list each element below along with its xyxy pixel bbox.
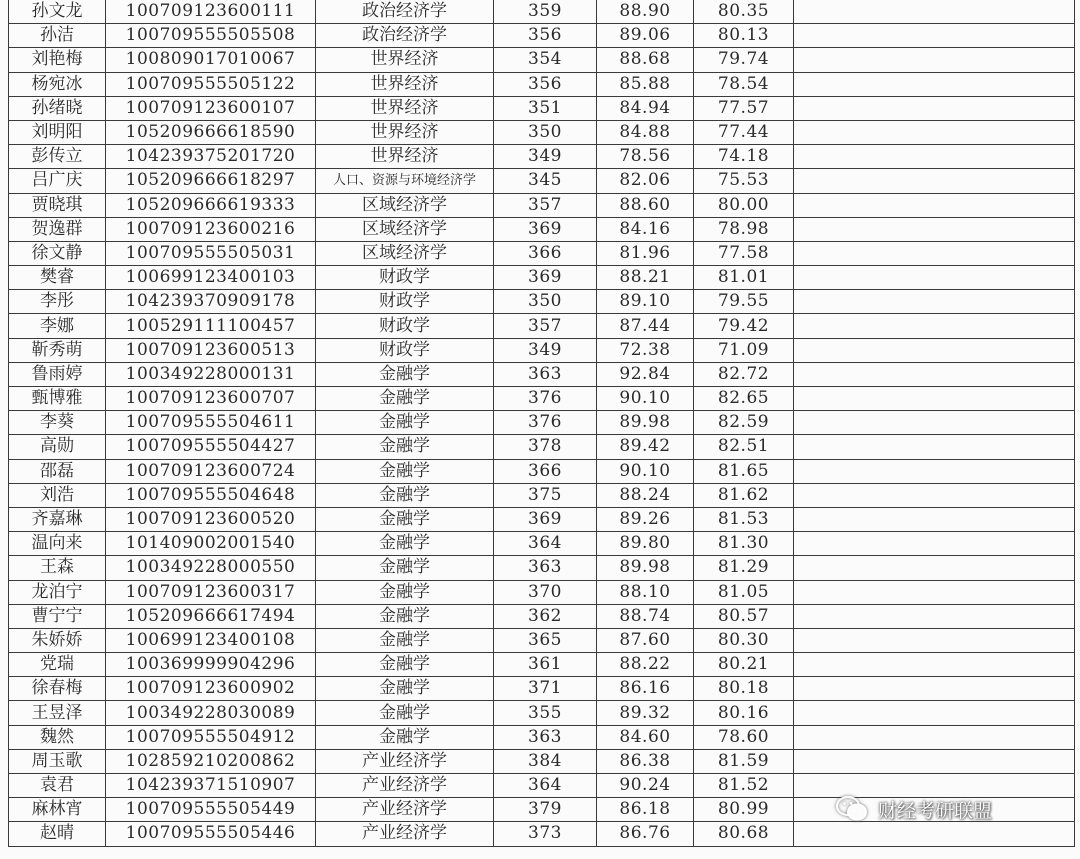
exam-id-cell: 105209666617494 (106, 604, 316, 628)
admission-score-table (8, 0, 1075, 847)
exam-id-cell: 100709123600902 (106, 677, 316, 701)
major-cell: 金融学 (316, 362, 494, 386)
table-body (9, 0, 1075, 846)
major-cell: 财政学 (316, 290, 494, 314)
major-cell: 产业经济学 (316, 774, 494, 798)
major-cell: 金融学 (316, 507, 494, 531)
table-row (9, 314, 1075, 338)
table-row (9, 387, 1075, 411)
interview-score-cell: 84.16 (597, 217, 694, 241)
name-cell: 党瑞 (9, 653, 106, 677)
name-cell: 刘艳梅 (9, 48, 106, 72)
name-cell: 彭传立 (9, 145, 106, 169)
table-row (9, 217, 1075, 241)
total-score-cell: 79.74 (694, 48, 794, 72)
interview-score-cell: 88.10 (597, 580, 694, 604)
remark-cell (794, 604, 1075, 628)
written-score-cell: 357 (494, 314, 597, 338)
total-score-cell: 71.09 (694, 338, 794, 362)
total-score-cell: 81.29 (694, 556, 794, 580)
exam-id-cell: 100709555505508 (106, 24, 316, 48)
name-cell: 温向来 (9, 532, 106, 556)
written-score-cell: 364 (494, 774, 597, 798)
interview-score-cell: 88.90 (597, 0, 694, 24)
interview-score-cell: 89.32 (597, 701, 694, 725)
major-cell: 政治经济学 (316, 24, 494, 48)
written-score-cell: 379 (494, 798, 597, 822)
remark-cell (794, 96, 1075, 120)
interview-score-cell: 84.94 (597, 96, 694, 120)
name-cell: 王昱泽 (9, 701, 106, 725)
major-cell: 金融学 (316, 653, 494, 677)
exam-id-cell: 100529111100457 (106, 314, 316, 338)
interview-score-cell: 89.42 (597, 435, 694, 459)
major-cell: 人口、资源与环境经济学 (316, 169, 494, 193)
interview-score-cell: 88.21 (597, 266, 694, 290)
major-cell: 财政学 (316, 338, 494, 362)
exam-id-cell: 100349228000131 (106, 362, 316, 386)
interview-score-cell: 86.16 (597, 677, 694, 701)
total-score-cell: 82.72 (694, 362, 794, 386)
major-cell: 产业经济学 (316, 798, 494, 822)
total-score-cell: 81.30 (694, 532, 794, 556)
name-cell: 龙泊宁 (9, 580, 106, 604)
interview-score-cell: 84.60 (597, 725, 694, 749)
total-score-cell: 81.59 (694, 749, 794, 773)
interview-score-cell: 88.22 (597, 653, 694, 677)
total-score-cell: 75.53 (694, 169, 794, 193)
name-cell: 贺逸群 (9, 217, 106, 241)
name-cell: 袁君 (9, 774, 106, 798)
remark-cell (794, 725, 1075, 749)
written-score-cell: 378 (494, 435, 597, 459)
name-cell: 吕广庆 (9, 169, 106, 193)
major-cell: 金融学 (316, 387, 494, 411)
written-score-cell: 366 (494, 459, 597, 483)
name-cell: 邵磊 (9, 459, 106, 483)
name-cell: 赵晴 (9, 822, 106, 846)
table-row (9, 145, 1075, 169)
major-cell: 区域经济学 (316, 241, 494, 265)
written-score-cell: 363 (494, 725, 597, 749)
written-score-cell: 371 (494, 677, 597, 701)
exam-id-cell: 100709555505031 (106, 241, 316, 265)
major-cell: 金融学 (316, 435, 494, 459)
total-score-cell: 77.44 (694, 120, 794, 144)
remark-cell (794, 677, 1075, 701)
interview-score-cell: 90.10 (597, 387, 694, 411)
wechat-icon (836, 795, 868, 823)
name-cell: 孙文龙 (9, 0, 106, 24)
table-row (9, 604, 1075, 628)
exam-id-cell: 104239371510907 (106, 774, 316, 798)
remark-cell (794, 24, 1075, 48)
written-score-cell: 355 (494, 701, 597, 725)
interview-score-cell: 82.06 (597, 169, 694, 193)
remark-cell (794, 72, 1075, 96)
interview-score-cell: 88.74 (597, 604, 694, 628)
major-cell: 世界经济 (316, 48, 494, 72)
written-score-cell: 363 (494, 362, 597, 386)
name-cell: 朱娇娇 (9, 628, 106, 652)
total-score-cell: 78.60 (694, 725, 794, 749)
total-score-cell: 80.13 (694, 24, 794, 48)
exam-id-cell: 100709555505449 (106, 798, 316, 822)
exam-id-cell: 101409002001540 (106, 532, 316, 556)
name-cell: 王森 (9, 556, 106, 580)
major-cell: 财政学 (316, 266, 494, 290)
written-score-cell: 357 (494, 193, 597, 217)
interview-score-cell: 90.10 (597, 459, 694, 483)
written-score-cell: 366 (494, 241, 597, 265)
written-score-cell: 365 (494, 628, 597, 652)
major-cell: 政治经济学 (316, 0, 494, 24)
interview-score-cell: 89.26 (597, 507, 694, 531)
table-row (9, 459, 1075, 483)
remark-cell (794, 290, 1075, 314)
written-score-cell: 369 (494, 266, 597, 290)
table-row (9, 290, 1075, 314)
name-cell: 魏然 (9, 725, 106, 749)
remark-cell (794, 338, 1075, 362)
name-cell: 齐嘉琳 (9, 507, 106, 531)
table-row (9, 653, 1075, 677)
written-score-cell: 376 (494, 387, 597, 411)
remark-cell (794, 628, 1075, 652)
remark-cell (794, 362, 1075, 386)
total-score-cell: 79.42 (694, 314, 794, 338)
total-score-cell: 80.16 (694, 701, 794, 725)
name-cell: 鲁雨婷 (9, 362, 106, 386)
major-cell: 区域经济学 (316, 217, 494, 241)
major-cell: 金融学 (316, 628, 494, 652)
total-score-cell: 81.53 (694, 507, 794, 531)
interview-score-cell: 89.06 (597, 24, 694, 48)
name-cell: 樊睿 (9, 266, 106, 290)
remark-cell (794, 0, 1075, 24)
table-row (9, 72, 1075, 96)
table-row (9, 193, 1075, 217)
exam-id-cell: 100709555504648 (106, 483, 316, 507)
remark-cell (794, 241, 1075, 265)
exam-id-cell: 100699123400103 (106, 266, 316, 290)
written-score-cell: 354 (494, 48, 597, 72)
written-score-cell: 375 (494, 483, 597, 507)
remark-cell (794, 314, 1075, 338)
table-row (9, 628, 1075, 652)
name-cell: 李娜 (9, 314, 106, 338)
table-row (9, 411, 1075, 435)
interview-score-cell: 84.88 (597, 120, 694, 144)
name-cell: 杨宛冰 (9, 72, 106, 96)
remark-cell (794, 169, 1075, 193)
total-score-cell: 80.18 (694, 677, 794, 701)
remark-cell (794, 217, 1075, 241)
written-score-cell: 370 (494, 580, 597, 604)
remark-cell (794, 483, 1075, 507)
table-row (9, 241, 1075, 265)
exam-id-cell: 100709555505446 (106, 822, 316, 846)
exam-id-cell: 100699123400108 (106, 628, 316, 652)
remark-cell (794, 749, 1075, 773)
exam-id-cell: 102859210200862 (106, 749, 316, 773)
major-cell: 金融学 (316, 701, 494, 725)
table-row (9, 556, 1075, 580)
total-score-cell: 82.51 (694, 435, 794, 459)
major-cell: 金融学 (316, 725, 494, 749)
table-row (9, 338, 1075, 362)
table-row (9, 48, 1075, 72)
written-score-cell: 369 (494, 217, 597, 241)
exam-id-cell: 100709123600520 (106, 507, 316, 531)
table-row (9, 677, 1075, 701)
interview-score-cell: 72.38 (597, 338, 694, 362)
table-row (9, 96, 1075, 120)
table-row (9, 0, 1075, 24)
total-score-cell: 79.55 (694, 290, 794, 314)
table-row (9, 24, 1075, 48)
interview-score-cell: 87.44 (597, 314, 694, 338)
exam-id-cell: 100709123600317 (106, 580, 316, 604)
remark-cell (794, 653, 1075, 677)
exam-id-cell: 100809017010067 (106, 48, 316, 72)
major-cell: 金融学 (316, 604, 494, 628)
table-row (9, 120, 1075, 144)
written-score-cell: 362 (494, 604, 597, 628)
exam-id-cell: 100709123600111 (106, 0, 316, 24)
total-score-cell: 80.68 (694, 822, 794, 846)
written-score-cell: 350 (494, 120, 597, 144)
total-score-cell: 80.21 (694, 653, 794, 677)
written-score-cell: 349 (494, 338, 597, 362)
name-cell: 甄博雅 (9, 387, 106, 411)
remark-cell (794, 556, 1075, 580)
major-cell: 金融学 (316, 483, 494, 507)
table-row (9, 483, 1075, 507)
name-cell: 李彤 (9, 290, 106, 314)
table-row (9, 749, 1075, 773)
remark-cell (794, 145, 1075, 169)
table-row (9, 532, 1075, 556)
total-score-cell: 81.52 (694, 774, 794, 798)
total-score-cell: 81.05 (694, 580, 794, 604)
remark-cell (794, 387, 1075, 411)
major-cell: 金融学 (316, 556, 494, 580)
total-score-cell: 74.18 (694, 145, 794, 169)
major-cell: 世界经济 (316, 96, 494, 120)
name-cell: 高勋 (9, 435, 106, 459)
total-score-cell: 77.58 (694, 241, 794, 265)
remark-cell (794, 120, 1075, 144)
name-cell: 刘明阳 (9, 120, 106, 144)
remark-cell (794, 193, 1075, 217)
name-cell: 靳秀萌 (9, 338, 106, 362)
total-score-cell: 78.98 (694, 217, 794, 241)
exam-id-cell: 100709555505122 (106, 72, 316, 96)
exam-id-cell: 100349228030089 (106, 701, 316, 725)
exam-id-cell: 104239375201720 (106, 145, 316, 169)
name-cell: 贾晓琪 (9, 193, 106, 217)
written-score-cell: 373 (494, 822, 597, 846)
exam-id-cell: 100709123600216 (106, 217, 316, 241)
table-row (9, 725, 1075, 749)
interview-score-cell: 87.60 (597, 628, 694, 652)
total-score-cell: 81.65 (694, 459, 794, 483)
interview-score-cell: 86.76 (597, 822, 694, 846)
major-cell: 金融学 (316, 677, 494, 701)
interview-score-cell: 90.24 (597, 774, 694, 798)
total-score-cell: 80.99 (694, 798, 794, 822)
major-cell: 金融学 (316, 459, 494, 483)
written-score-cell: 384 (494, 749, 597, 773)
interview-score-cell: 89.98 (597, 556, 694, 580)
major-cell: 世界经济 (316, 72, 494, 96)
exam-id-cell: 100709123600724 (106, 459, 316, 483)
table-row (9, 362, 1075, 386)
exam-id-cell: 104239370909178 (106, 290, 316, 314)
interview-score-cell: 85.88 (597, 72, 694, 96)
interview-score-cell: 86.38 (597, 749, 694, 773)
major-cell: 产业经济学 (316, 749, 494, 773)
interview-score-cell: 88.24 (597, 483, 694, 507)
exam-id-cell: 100349228000550 (106, 556, 316, 580)
table-row (9, 435, 1075, 459)
total-score-cell: 80.35 (694, 0, 794, 24)
written-score-cell: 361 (494, 653, 597, 677)
remark-cell (794, 411, 1075, 435)
table-row (9, 507, 1075, 531)
name-cell: 孙绪晓 (9, 96, 106, 120)
total-score-cell: 82.65 (694, 387, 794, 411)
name-cell: 曹宁宁 (9, 604, 106, 628)
interview-score-cell: 88.60 (597, 193, 694, 217)
table-row (9, 580, 1075, 604)
exam-id-cell: 105209666618590 (106, 120, 316, 144)
exam-id-cell: 100709555504611 (106, 411, 316, 435)
table-row (9, 701, 1075, 725)
exam-id-cell: 100709555504427 (106, 435, 316, 459)
interview-score-cell: 89.10 (597, 290, 694, 314)
interview-score-cell: 89.80 (597, 532, 694, 556)
total-score-cell: 82.59 (694, 411, 794, 435)
interview-score-cell: 81.96 (597, 241, 694, 265)
name-cell: 麻林宵 (9, 798, 106, 822)
major-cell: 世界经济 (316, 120, 494, 144)
name-cell: 徐春梅 (9, 677, 106, 701)
written-score-cell: 359 (494, 0, 597, 24)
remark-cell (794, 532, 1075, 556)
total-score-cell: 80.57 (694, 604, 794, 628)
written-score-cell: 351 (494, 96, 597, 120)
remark-cell (794, 48, 1075, 72)
interview-score-cell: 89.98 (597, 411, 694, 435)
written-score-cell: 369 (494, 507, 597, 531)
remark-cell (794, 459, 1075, 483)
exam-id-cell: 100709123600513 (106, 338, 316, 362)
interview-score-cell: 78.56 (597, 145, 694, 169)
table-row (9, 266, 1075, 290)
remark-cell (794, 435, 1075, 459)
table-row (9, 169, 1075, 193)
exam-id-cell: 100369999904296 (106, 653, 316, 677)
interview-score-cell: 86.18 (597, 798, 694, 822)
interview-score-cell: 92.84 (597, 362, 694, 386)
total-score-cell: 78.54 (694, 72, 794, 96)
major-cell: 产业经济学 (316, 822, 494, 846)
written-score-cell: 356 (494, 72, 597, 96)
remark-cell (794, 580, 1075, 604)
name-cell: 徐文静 (9, 241, 106, 265)
written-score-cell: 364 (494, 532, 597, 556)
total-score-cell: 80.00 (694, 193, 794, 217)
written-score-cell: 350 (494, 290, 597, 314)
total-score-cell: 81.62 (694, 483, 794, 507)
name-cell: 周玉歌 (9, 749, 106, 773)
name-cell: 刘浩 (9, 483, 106, 507)
remark-cell (794, 701, 1075, 725)
total-score-cell: 77.57 (694, 96, 794, 120)
remark-cell (794, 507, 1075, 531)
written-score-cell: 349 (494, 145, 597, 169)
exam-id-cell: 100709123600107 (106, 96, 316, 120)
total-score-cell: 81.01 (694, 266, 794, 290)
remark-cell (794, 266, 1075, 290)
major-cell: 财政学 (316, 314, 494, 338)
name-cell: 孙洁 (9, 24, 106, 48)
exam-id-cell: 100709123600707 (106, 387, 316, 411)
watermark (836, 792, 992, 826)
written-score-cell: 363 (494, 556, 597, 580)
name-cell: 李葵 (9, 411, 106, 435)
interview-score-cell: 88.68 (597, 48, 694, 72)
exam-id-cell: 105209666618297 (106, 169, 316, 193)
major-cell: 区域经济学 (316, 193, 494, 217)
major-cell: 世界经济 (316, 145, 494, 169)
exam-id-cell: 105209666619333 (106, 193, 316, 217)
exam-id-cell: 100709555504912 (106, 725, 316, 749)
watermark-text: 财经考研联盟 (878, 799, 993, 822)
total-score-cell: 80.30 (694, 628, 794, 652)
written-score-cell: 356 (494, 24, 597, 48)
written-score-cell: 345 (494, 169, 597, 193)
written-score-cell: 376 (494, 411, 597, 435)
major-cell: 金融学 (316, 580, 494, 604)
major-cell: 金融学 (316, 411, 494, 435)
major-cell: 金融学 (316, 532, 494, 556)
